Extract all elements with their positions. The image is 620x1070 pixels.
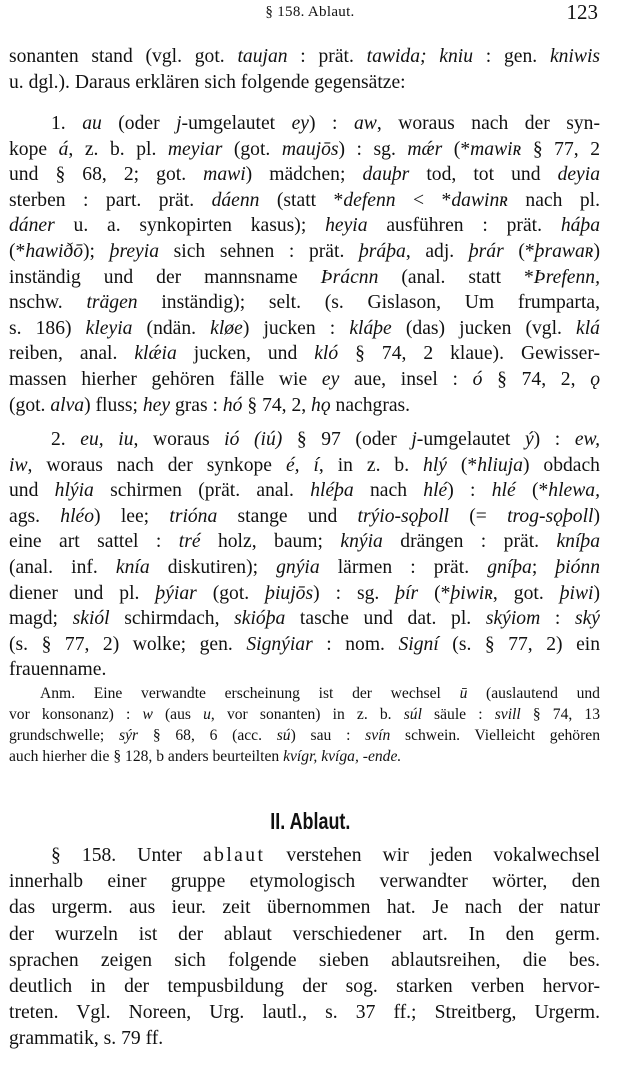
- text-line: [9, 478, 600, 504]
- text-run: (*: [515, 480, 549, 502]
- italic-word: ó: [472, 368, 483, 390]
- section-heading-text: II. Ablaut.: [269, 808, 351, 834]
- paragraph-item-2: [9, 427, 600, 683]
- italic-word: klǽia: [134, 343, 177, 365]
- text-run: § 74, 2,: [242, 394, 312, 416]
- italic-word: Þrefenn,: [533, 266, 600, 288]
- italic-word: hlý: [423, 454, 447, 476]
- text-run: massen hierher gehören fälle wie: [9, 368, 322, 390]
- text-run: säule :: [421, 706, 495, 723]
- italic-word: súl: [403, 706, 422, 723]
- italic-word: knýia: [340, 531, 383, 553]
- text-run: eine art sattel :: [9, 531, 179, 553]
- text-run: ) jucken :: [242, 317, 350, 339]
- text-line: [9, 657, 600, 683]
- italic-word: þýiar: [155, 582, 197, 604]
- italic-word: deyia: [557, 164, 600, 186]
- italic-word: á: [58, 138, 69, 160]
- text-line: [9, 44, 600, 70]
- italic-word: j: [411, 429, 417, 450]
- text-run: § 77, 2: [521, 138, 600, 160]
- text-run: ): [593, 582, 600, 604]
- italic-word: trióna: [169, 505, 218, 527]
- text-run: -umgelautet: [181, 113, 292, 134]
- text-run: -umgelautet: [416, 429, 525, 450]
- italic-word: þiónn: [555, 556, 600, 578]
- text-run: sonanten stand (vgl. got.: [9, 46, 238, 67]
- text-line: [9, 111, 600, 137]
- italic-word: svill: [494, 706, 521, 723]
- text-line: [9, 427, 600, 453]
- text-run: inständig); selt. (s. Gislason, Um frumparta,: [137, 292, 600, 314]
- italic-word: ý: [524, 429, 534, 450]
- italic-word: þiwi: [559, 582, 594, 604]
- text-run: , woraus: [133, 429, 225, 450]
- text-run: , got.: [492, 582, 560, 604]
- text-run: (*: [418, 582, 451, 604]
- text-run: das urgerm. aus ieur. zeit übernommen hat. Je nach der natur: [9, 897, 600, 919]
- italic-word: svín: [365, 727, 391, 744]
- text-run: sterben : part. prät.: [9, 189, 212, 211]
- text-line: [9, 704, 600, 725]
- running-head: § 158. Ablaut.: [265, 4, 355, 20]
- text-run: : gen.: [473, 46, 550, 67]
- text-run: schwein. Vielleicht gehören: [390, 727, 600, 744]
- italic-word: tré: [178, 531, 201, 553]
- text-line: [9, 265, 600, 291]
- text-run: 2.: [51, 429, 81, 450]
- italic-word: w: [142, 706, 153, 723]
- text-run: (got.: [222, 138, 282, 160]
- text-run: treten. Vgl. Noreen, Urg. lautl., s. 37 ff.; Streitberg, Urgerm.: [9, 1002, 600, 1024]
- text-run: § 74, 2,: [482, 368, 591, 390]
- italic-word: ew,: [574, 429, 600, 450]
- italic-word: Signí: [398, 633, 439, 655]
- italic-word: trýio-sǫþoll: [357, 505, 449, 527]
- text-run: aue, insel :: [339, 368, 473, 390]
- text-run: tasche und dat. pl.: [285, 608, 486, 630]
- text-run: diskutiren);: [149, 556, 277, 578]
- text-run: sprachen zeigen sich folgende sieben ablautsreihen, die bes.: [9, 949, 600, 971]
- italic-word: ū: [459, 685, 468, 702]
- italic-word: kløe: [210, 317, 243, 339]
- italic-word: hléo: [60, 505, 95, 527]
- text-run: s. 186): [9, 317, 86, 339]
- text-run: ) lee;: [94, 505, 170, 527]
- text-run: drängen : prät.: [382, 531, 557, 553]
- text-run: verstehen wir jeden vokalwechsel: [265, 845, 600, 866]
- italic-word: dáenn: [211, 189, 260, 211]
- text-run: tod, tot und: [409, 164, 558, 186]
- text-run: nachgras.: [330, 394, 411, 416]
- text-run: gras :: [170, 394, 223, 416]
- text-run: grammatik, s. 79 ff.: [9, 1028, 164, 1050]
- italic-word: kníþa: [556, 531, 600, 553]
- text-line: [9, 1000, 600, 1026]
- italic-word: maujōs: [281, 138, 339, 160]
- italic-word: trägen: [86, 292, 138, 314]
- text-run: ) : sg.: [313, 582, 396, 604]
- italic-word: dauþr: [362, 164, 410, 186]
- text-run: holz, baum;: [200, 531, 341, 553]
- text-line: [9, 367, 600, 393]
- italic-word: hawiðō: [25, 240, 84, 262]
- italic-word: mǽr: [407, 138, 443, 160]
- text-run: ausführen : prät.: [367, 215, 561, 237]
- italic-word: au: [82, 113, 102, 134]
- text-line: [9, 948, 600, 974]
- italic-word: gníþa: [487, 556, 532, 578]
- italic-word: hǫ: [311, 394, 331, 416]
- text-run: magd;: [9, 608, 73, 630]
- text-line: [9, 843, 600, 869]
- text-line: [9, 606, 600, 632]
- text-line: [9, 1026, 600, 1052]
- text-run: kope: [9, 138, 59, 160]
- text-line: [9, 504, 600, 530]
- text-run: nach pl.: [507, 189, 600, 211]
- text-line: [9, 393, 600, 419]
- paragraph-section-158: [9, 843, 600, 1053]
- text-line: [9, 895, 600, 921]
- text-run: (ndän.: [132, 317, 211, 339]
- italic-word: é, í: [285, 454, 319, 476]
- italic-word: kleyia: [85, 317, 133, 339]
- italic-word: skiól: [72, 608, 110, 630]
- text-line: [9, 453, 600, 479]
- italic-word: Þrácnn: [320, 266, 379, 288]
- text-line: [9, 746, 600, 767]
- italic-word: Signýiar: [246, 633, 313, 655]
- text-run: ) :: [447, 480, 492, 502]
- italic-word: þráþa: [358, 240, 406, 262]
- paragraph-intro: [9, 44, 600, 95]
- text-run: < *: [395, 189, 452, 211]
- italic-word: taujan: [237, 46, 288, 67]
- text-run: grundschwelle;: [9, 727, 120, 744]
- section-heading: [0, 808, 620, 835]
- text-run: der wurzeln ist der ablaut verschiedener art. In den germ.: [9, 923, 600, 945]
- text-run: ) :: [309, 113, 354, 134]
- italic-word: hó: [222, 394, 243, 416]
- italic-word: ey: [321, 368, 340, 390]
- text-run: nach: [353, 480, 424, 502]
- text-run: (*: [446, 454, 478, 476]
- text-run: , z. b. pl.: [68, 138, 168, 160]
- italic-word: mawiʀ: [470, 138, 522, 160]
- italic-word: ey: [291, 113, 310, 134]
- text-run: ) mädchen;: [245, 164, 363, 186]
- italic-word: þiwiʀ: [450, 582, 493, 604]
- text-run: stange und: [217, 505, 358, 527]
- italic-word: u: [203, 706, 211, 723]
- text-run: Anm. Eine verwandte erscheinung ist der wechsel: [40, 685, 460, 702]
- text-run: (got.: [9, 394, 51, 416]
- text-run: innerhalb einer gruppe etymologisch verwandter wörter, den: [9, 871, 600, 893]
- text-run: § 68, 6 (acc.: [138, 727, 277, 744]
- text-run: u. dgl.). Daraus erklären sich folgende gegensätze:: [9, 71, 406, 93]
- italic-word: ský: [574, 608, 600, 630]
- paragraph-item-1: [9, 111, 600, 418]
- text-run: (statt *: [259, 189, 344, 211]
- text-line: [9, 70, 600, 96]
- text-run: (s. § 77, 2) wolke; gen.: [9, 633, 247, 655]
- text-line: [9, 683, 600, 704]
- text-run: u. a. synkopirten kasus);: [54, 215, 326, 237]
- text-run: frauenname.: [9, 659, 107, 681]
- text-run: und: [9, 480, 55, 502]
- italic-word: kláþe: [349, 317, 392, 339]
- text-run: ) obdach: [522, 454, 600, 476]
- italic-word: hey: [142, 394, 171, 416]
- text-line: [9, 137, 600, 163]
- italic-word: mawi: [203, 164, 246, 186]
- text-run: deutlich in der tempusbildung der sog. starken verben hervor-: [9, 975, 600, 997]
- italic-word: heyia: [325, 215, 368, 237]
- spaced-term: ablaut: [203, 845, 266, 866]
- text-run: inständig und der mannsname: [9, 266, 321, 288]
- italic-word: kvígr, kvíga, -ende.: [283, 748, 402, 765]
- text-run: , vor sonanten) in z. b.: [210, 706, 404, 723]
- italic-word: hlewa,: [548, 480, 600, 502]
- text-run: § 74, 13: [520, 706, 600, 723]
- text-run: schirmdach,: [109, 608, 235, 630]
- text-run: (*: [9, 240, 26, 262]
- italic-word: hlýia: [54, 480, 94, 502]
- text-line: [9, 632, 600, 658]
- italic-word: meyiar: [167, 138, 223, 160]
- text-run: jucken, und: [176, 343, 315, 365]
- text-line: [9, 725, 600, 746]
- text-run: vor konsonanz) :: [9, 706, 143, 723]
- text-run: nschw.: [9, 292, 87, 314]
- text-line: [9, 555, 600, 581]
- text-line: [9, 529, 600, 555]
- text-run: auch hierher die § 128, b anders beurteilten: [9, 748, 284, 765]
- text-line: [9, 869, 600, 895]
- text-run: );: [83, 240, 110, 262]
- italic-word: þír: [395, 582, 419, 604]
- text-run: 1.: [51, 113, 83, 134]
- italic-word: eu, iu: [80, 429, 134, 450]
- text-run: (auslautend und: [467, 685, 600, 702]
- text-line: [9, 290, 600, 316]
- text-line: [9, 974, 600, 1000]
- text-line: [9, 581, 600, 607]
- italic-word: þrár: [468, 240, 504, 262]
- text-line: [9, 213, 600, 239]
- italic-word: aw: [353, 113, 377, 134]
- italic-word: skýiom: [485, 608, 541, 630]
- text-line: [9, 239, 600, 265]
- text-run: (*: [503, 240, 535, 262]
- text-line: [9, 316, 600, 342]
- text-run: § 158. Unter: [51, 845, 204, 866]
- text-run: ) fluss;: [84, 394, 143, 416]
- italic-word: kló: [314, 343, 339, 365]
- italic-word: knía: [115, 556, 150, 578]
- text-line: [9, 341, 600, 367]
- italic-word: defenn: [343, 189, 396, 211]
- italic-word: dawinʀ: [451, 189, 508, 211]
- italic-word: skióþa: [234, 608, 286, 630]
- text-run: :: [540, 608, 575, 630]
- text-run: ) sau :: [290, 727, 366, 744]
- italic-word: hléþa: [310, 480, 354, 502]
- italic-word: klá: [576, 317, 600, 339]
- text-run: (oder: [101, 113, 177, 134]
- text-run: (das) jucken (vgl.: [391, 317, 577, 339]
- italic-word: þiujōs: [265, 582, 314, 604]
- text-run: sich sehnen : prät.: [159, 240, 359, 262]
- italic-word: trog-sǫþoll: [507, 505, 594, 527]
- text-run: (s. § 77, 2) ein: [438, 633, 600, 655]
- text-run: ags.: [9, 505, 61, 527]
- text-run: , adj.: [405, 240, 469, 262]
- text-run: ): [593, 505, 600, 527]
- text-run: (anal. statt *: [378, 266, 534, 288]
- italic-word: tawida; kniu: [366, 46, 474, 67]
- text-run: ): [593, 240, 600, 262]
- italic-word: j: [176, 113, 182, 134]
- italic-word: þreyia: [109, 240, 159, 262]
- text-run: § 97 (oder: [282, 429, 412, 450]
- text-run: (*: [442, 138, 471, 160]
- text-run: (aus: [152, 706, 204, 723]
- italic-word: kniwis: [549, 46, 600, 67]
- italic-word: hlé: [491, 480, 516, 502]
- italic-word: iw: [9, 454, 28, 476]
- text-run: (anal. inf.: [9, 556, 116, 578]
- italic-word: sýr: [119, 727, 139, 744]
- italic-word: sú: [276, 727, 291, 744]
- text-run: (=: [448, 505, 508, 527]
- text-run: ) :: [533, 429, 575, 450]
- text-run: lärmen : prät.: [319, 556, 488, 578]
- text-line: [9, 922, 600, 948]
- text-run: reiben, anal.: [9, 343, 135, 365]
- italic-word: gnýia: [276, 556, 320, 578]
- text-run: diener und pl.: [9, 582, 156, 604]
- text-run: schirmen (prät. anal.: [93, 480, 311, 502]
- italic-word: ió (iú): [224, 429, 283, 450]
- text-run: ) : sg.: [338, 138, 408, 160]
- text-run: und § 68, 2; got.: [9, 164, 204, 186]
- italic-word: háþa: [560, 215, 600, 237]
- text-run: § 74, 2 klaue). Gewisser-: [338, 343, 600, 365]
- italic-word: alva: [50, 394, 85, 416]
- page-number: 123: [566, 0, 598, 24]
- text-run: : prät.: [287, 46, 367, 67]
- text-line: [9, 188, 600, 214]
- text-line: [9, 162, 600, 188]
- italic-word: hliuja: [477, 454, 523, 476]
- text-run: , woraus nach der syn-: [376, 113, 600, 134]
- italic-word: dáner: [9, 215, 55, 237]
- text-run: , in z. b.: [318, 454, 424, 476]
- text-run: (got.: [196, 582, 266, 604]
- italic-word: hlé: [423, 480, 448, 502]
- footnote-anm: [9, 683, 600, 767]
- text-run: : nom.: [312, 633, 399, 655]
- text-run: ;: [531, 556, 556, 578]
- italic-word: ǫ: [590, 368, 600, 390]
- text-run: , woraus nach der synkope: [27, 454, 286, 476]
- italic-word: þrawaʀ: [534, 240, 594, 262]
